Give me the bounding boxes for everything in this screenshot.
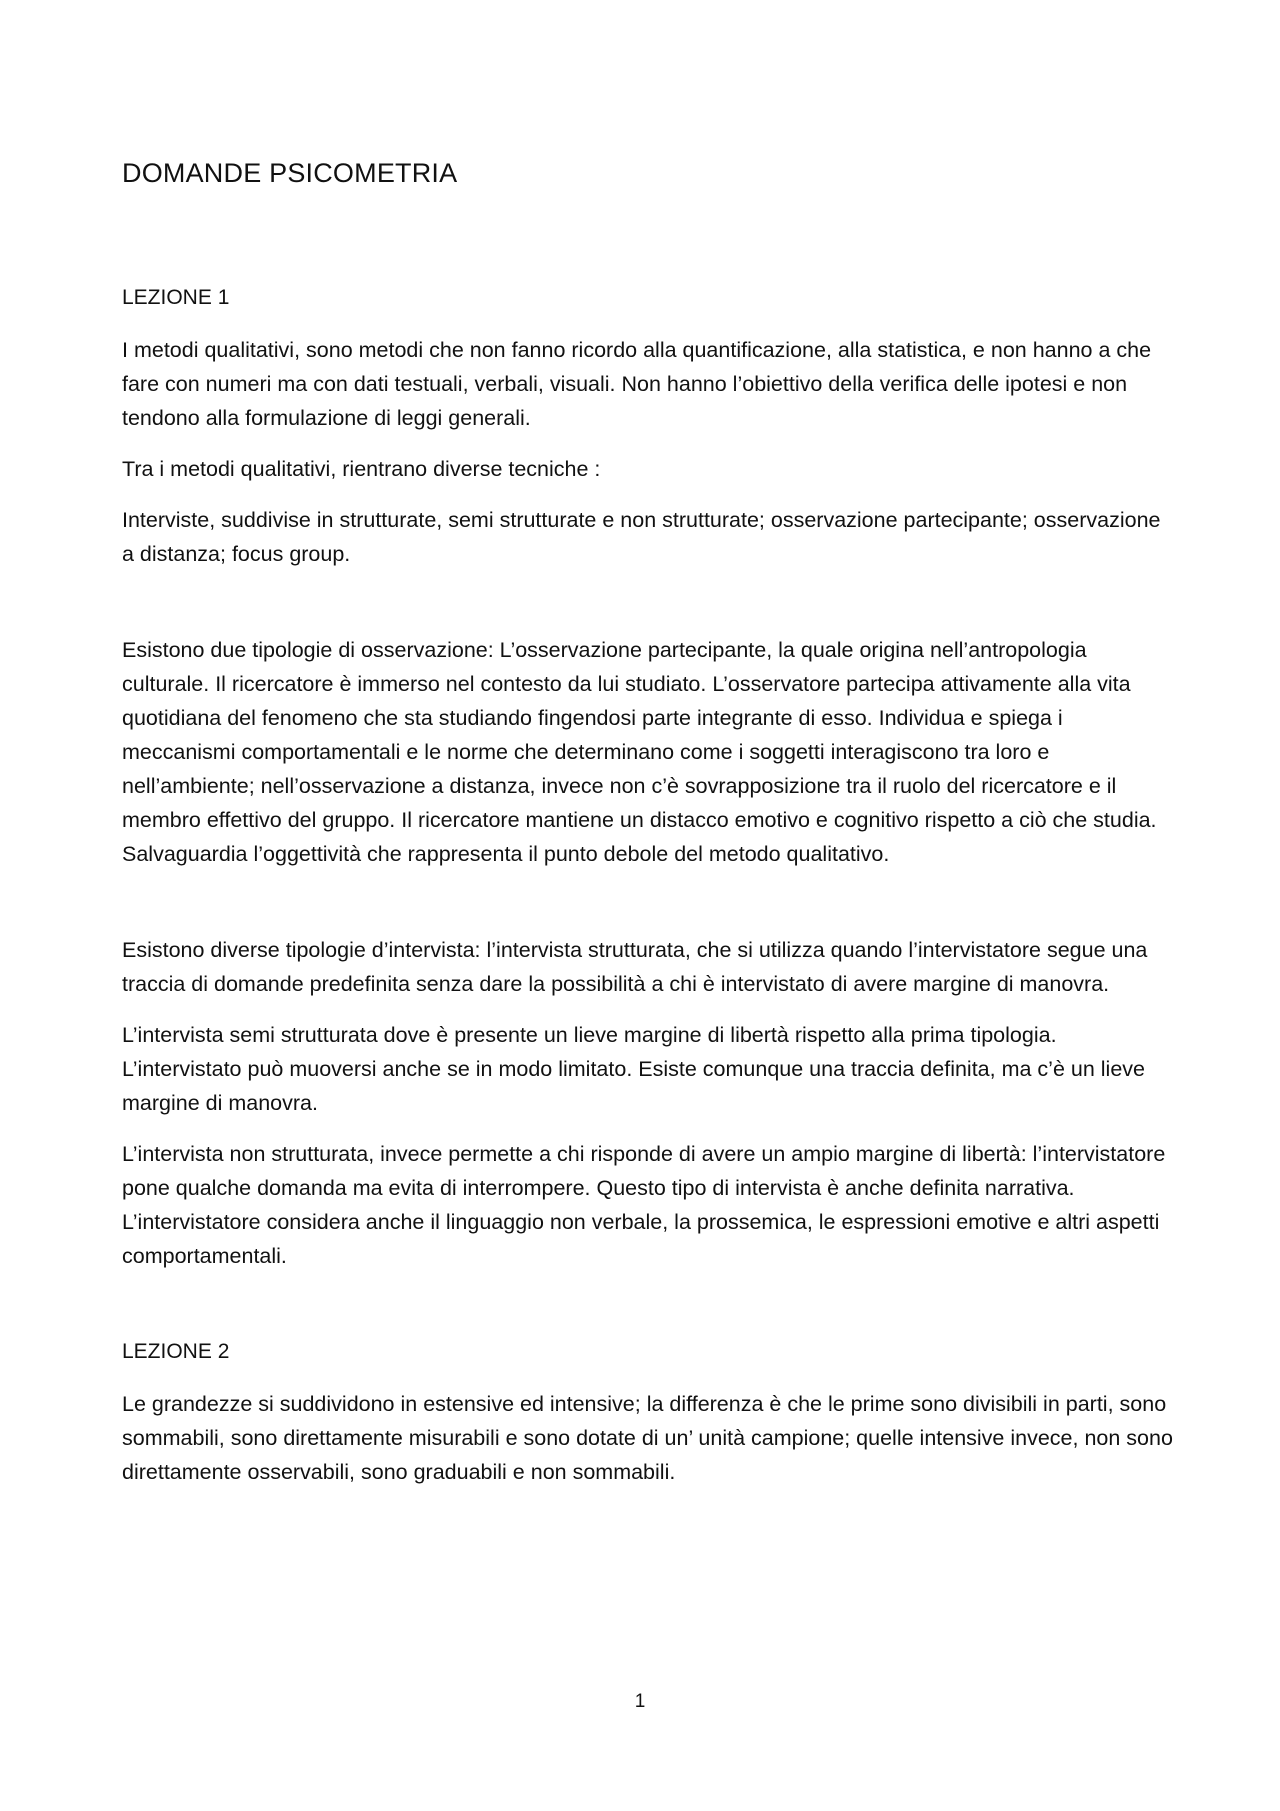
section-heading-lezione-2: LEZIONE 2	[122, 1340, 230, 1363]
page-number: 1	[634, 1691, 646, 1712]
paragraph: Le grandezze si suddividono in estensive ed intensive; la differenza è che le prime sono divisibili in parti, sono sommabili, sono direttamente misurabili e sono dotate di un’ unità campione; quelle intensive invece, non sono direttamente osservabili, sono graduabili e non sommabili.	[122, 1392, 1173, 1484]
paragraph: Esistono diverse tipologie d’intervista: l’intervista strutturata, che si utilizza quando l’intervistatore segue una traccia di domande predefinita senza dare la possibilità a chi è intervistato di avere margine di manovra.	[122, 938, 1148, 996]
section-heading-lezione-1: LEZIONE 1	[122, 286, 230, 309]
paragraph: L’intervista non strutturata, invece permette a chi risponde di avere un ampio margine di libertà: l’intervistatore pone qualche domanda ma evita di interrompere. Questo tipo di intervista è anche definita narrativa. L’intervistatore considera anche il linguaggio non verbale, la prossemica, le espressioni emotive e altri aspetti comportamentali.	[122, 1142, 1166, 1268]
paragraph: I metodi qualitativi, sono metodi che non fanno ricordo alla quantificazione, alla statistica, e non hanno a che fare con numeri ma con dati testuali, verbali, visuali. Non hanno l’obiettivo della verifica delle ipotesi e non tendono alla formulazione di leggi generali.	[122, 338, 1152, 430]
paragraph: Interviste, suddivise in strutturate, semi strutturate e non strutturate; osservazione partecipante; osservazione a distanza; focus group.	[122, 508, 1161, 566]
paragraph: Tra i metodi qualitativi, rientrano diverse tecniche :	[122, 457, 601, 481]
document-body	[122, 155, 1174, 1489]
paragraph: L’intervista semi strutturata dove è presente un lieve margine di libertà rispetto alla prima tipologia. L’intervistato può muoversi anche se in modo limitato. Esiste comunque una traccia definita, ma c’è un lieve margine di manovra.	[122, 1023, 1145, 1115]
document-title: DOMANDE PSICOMETRIA	[122, 158, 458, 188]
paragraph: Esistono due tipologie di osservazione: L’osservazione partecipante, la quale origina nell’antropologia culturale. Il ricercatore è immerso nel contesto da lui studiato. L’osservatore partecipa attivamente alla vita quotidiana del fenomeno che sta studiando fingendosi parte integrante di esso. Individua e spiega i meccanismi comportamentali e le norme che determinano come i soggetti interagiscono tra loro e nell’ambiente; nell’osservazione a distanza, invece non c’è sovrapposizione tra il ruolo del ricercatore e il membro effettivo del gruppo. Il ricercatore mantiene un distacco emotivo e cognitivo rispetto a ciò che studia. Salvaguardia l’oggettività che rappresenta il punto debole del metodo qualitativo.	[122, 638, 1157, 866]
